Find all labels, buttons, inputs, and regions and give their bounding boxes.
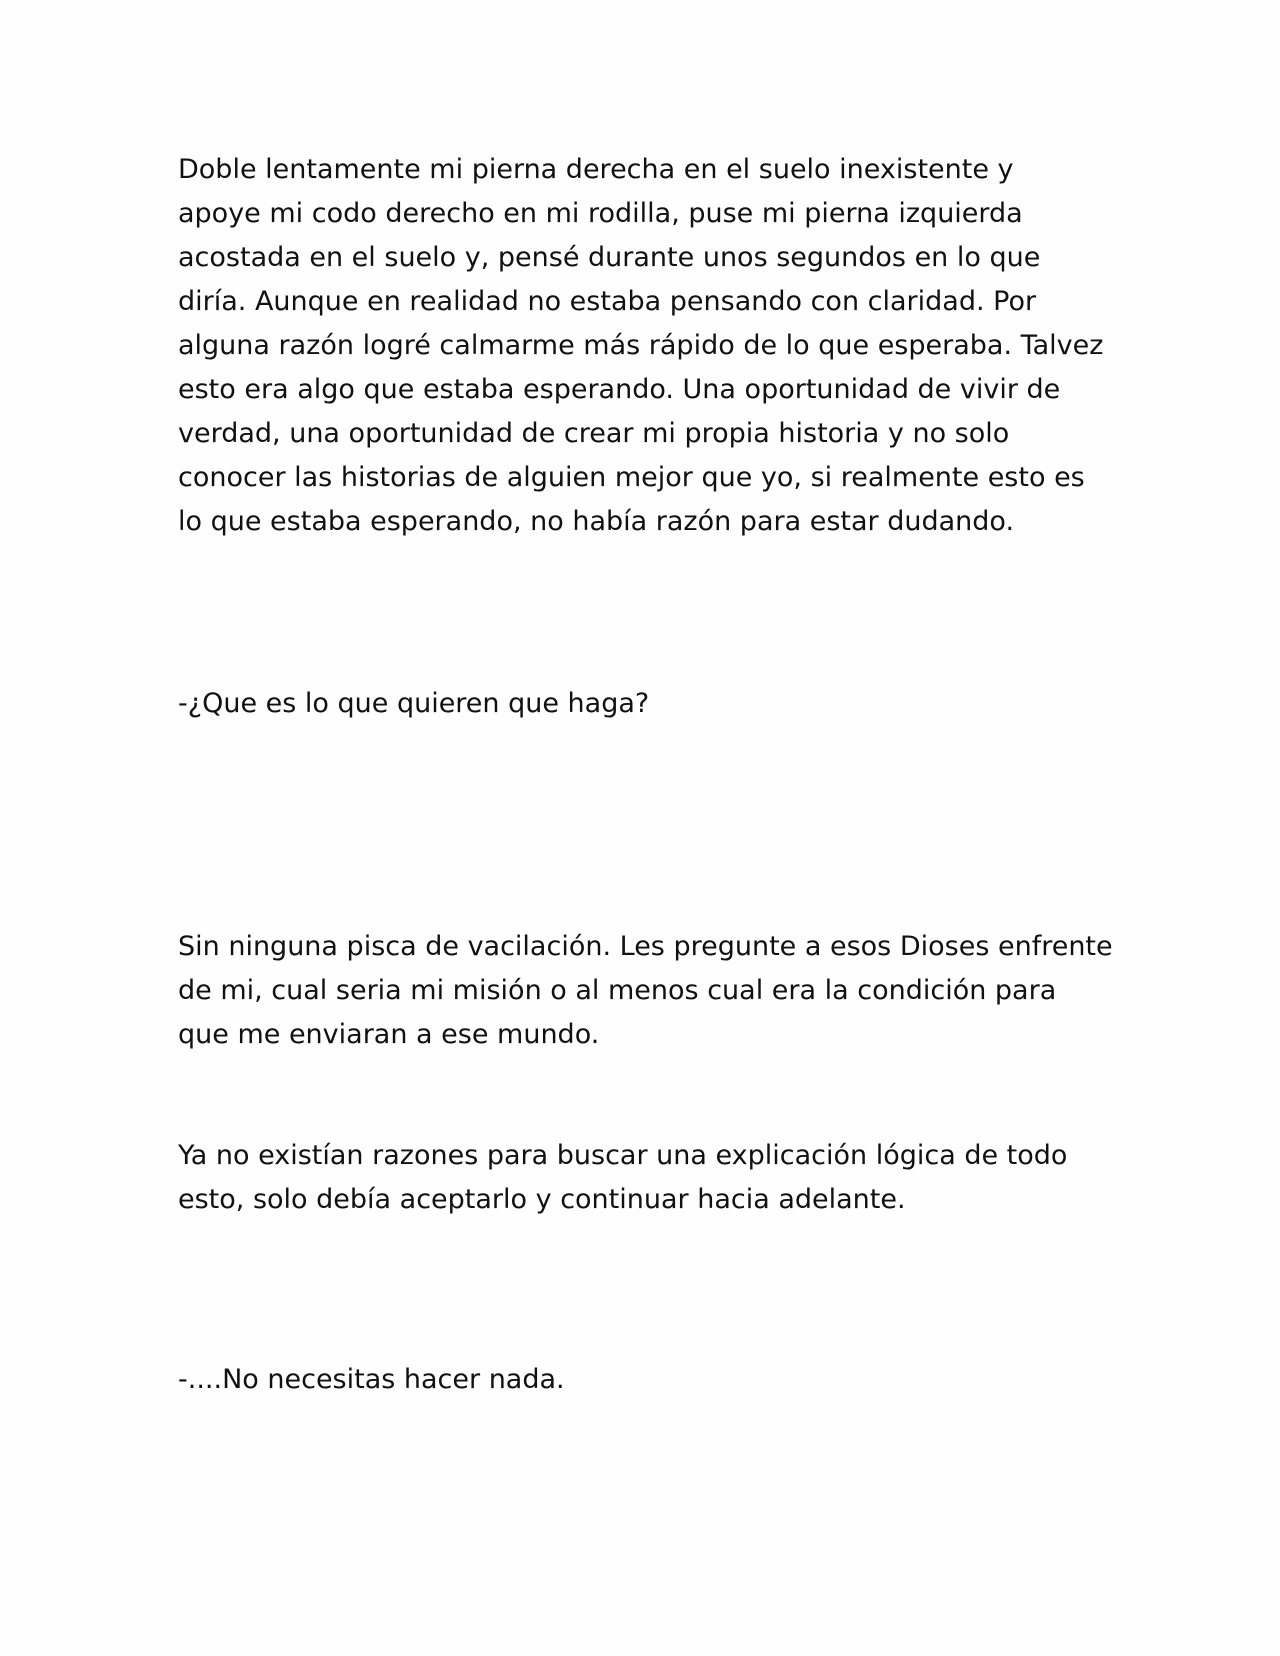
paragraph-narration-2 <box>178 925 1118 1057</box>
paragraph-dialogue-1 <box>178 682 1118 726</box>
text-line: Sin ninguna pisca de vacilación. Les pregunte a esos Dioses enfrente <box>178 931 1113 962</box>
text-line: acostada en el suelo y, pensé durante unos segundos en lo que <box>178 242 1041 273</box>
text-line: -¿Que es lo que quieren que haga? <box>178 688 650 719</box>
text-line: -....No necesitas hacer nada. <box>178 1364 565 1395</box>
text-line: que me enviaran a ese mundo. <box>178 1019 600 1050</box>
text-line: esto era algo que estaba esperando. Una oportunidad de vivir de <box>178 374 1061 405</box>
text-line: verdad, una oportunidad de crear mi propia historia y no solo <box>178 418 1010 449</box>
text-line: Doble lentamente mi pierna derecha en el suelo inexistente y <box>178 154 1014 185</box>
text-line: diría. Aunque en realidad no estaba pensando con claridad. Por <box>178 286 1037 317</box>
text-line: alguna razón logré calmarme más rápido de lo que esperaba. Talvez <box>178 330 1104 361</box>
text-line: lo que estaba esperando, no había razón para estar dudando. <box>178 506 1015 537</box>
paragraph-narration-3 <box>178 1134 1118 1222</box>
text-line: apoye mi codo derecho en mi rodilla, puse mi pierna izquierda <box>178 198 1023 229</box>
paragraph-narration-1 <box>178 148 1118 544</box>
text-line: esto, solo debía aceptarlo y continuar hacia adelante. <box>178 1184 906 1215</box>
paragraph-dialogue-2 <box>178 1358 1118 1402</box>
text-line: conocer las historias de alguien mejor que yo, si realmente esto es <box>178 462 1085 493</box>
text-line: de mi, cual seria mi misión o al menos cual era la condición para <box>178 975 1057 1006</box>
text-line: Ya no existían razones para buscar una explicación lógica de todo <box>178 1140 1068 1171</box>
